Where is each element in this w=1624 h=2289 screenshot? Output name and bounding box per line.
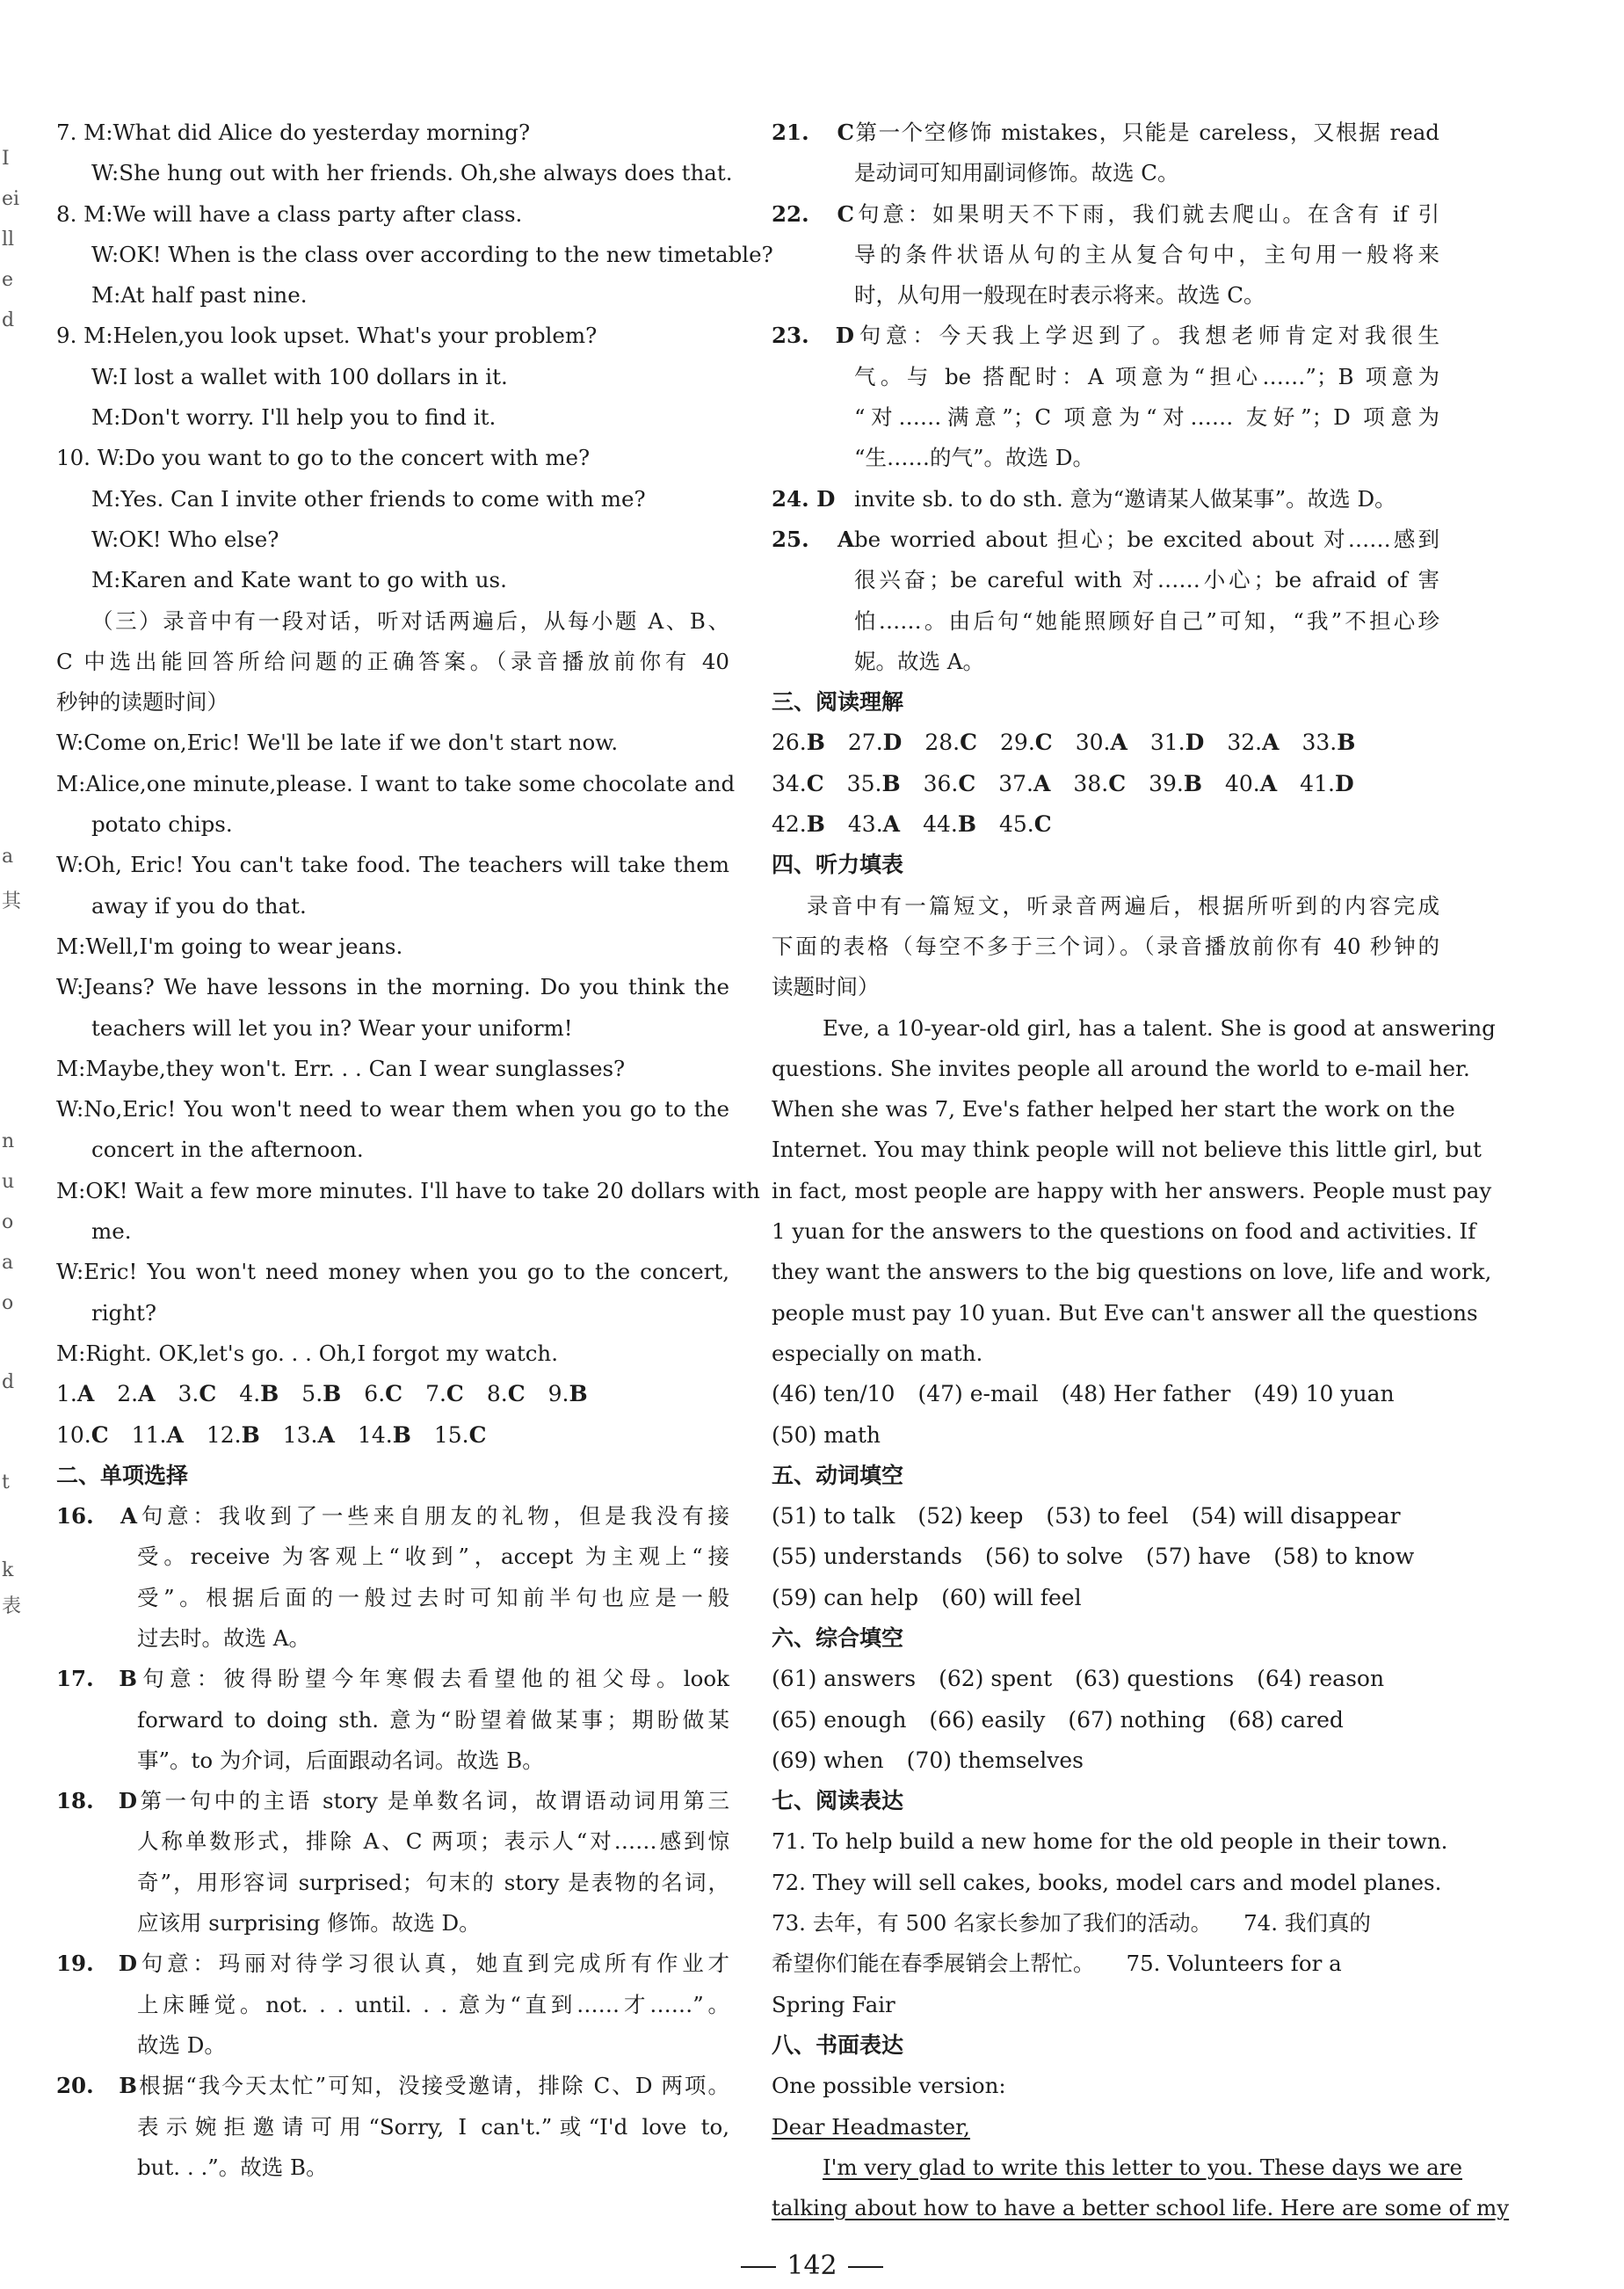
explanation-line: “生……的气”。故选 D。 xyxy=(854,445,1094,471)
dialogue-line: M:At half past nine. xyxy=(91,282,308,309)
section-title: 八、书面表达 xyxy=(772,2031,904,2058)
essay-salutation: Dear Headmaster, xyxy=(772,2113,970,2140)
answer-item: (50) math xyxy=(772,1421,881,1448)
explanation-line: but. . .”。故选 B。 xyxy=(137,2154,328,2180)
dialogue-line: M:Karen and Kate want to go with us. xyxy=(91,567,507,593)
answer-item: (62) spent xyxy=(939,1666,1053,1692)
dialogue-line: 8. M:We will have a class party after class. xyxy=(56,200,523,227)
explanation-line: 过去时。故选 A。 xyxy=(137,1624,310,1651)
question-number: 17. B xyxy=(56,1666,137,1692)
answer-item: 41.D xyxy=(1300,770,1354,796)
answer-line: 73. 去年，有 500 名家长参加了我们的活动。 74. 我们真的 xyxy=(772,1910,1371,1937)
answer-item: (51) to talk xyxy=(772,1503,895,1530)
explanation-line: 应该用 surprising 修饰。故选 D。 xyxy=(137,1910,481,1937)
answer-item: 31.D xyxy=(1149,730,1205,756)
explanation-line: “对……满意”；C 项意为“对…… 友好”；D 项意为 xyxy=(854,404,1439,431)
answer-row xyxy=(772,764,1439,804)
answer-item: 9.B xyxy=(547,1381,588,1407)
dialogue-line: W:She hung out with her friends. Oh,she always does that. xyxy=(91,160,733,186)
dialogue-line: M:Maybe,they won't. Err. . . Can I wear sunglasses? xyxy=(56,1055,626,1081)
dialogue-line: W:OK! When is the class over according to the new timetable? xyxy=(91,241,773,267)
section-instructions: 录音中有一篇短文，听录音两遍后，根据所听到的内容完成 xyxy=(807,892,1439,919)
dialogue-line: M:Well,I'm going to wear jeans. xyxy=(56,933,403,959)
explanation-line: 22. C句意：如果明天不下雨，我们就去爬山。在含有 if 引 xyxy=(772,194,1439,235)
answer-item: 43.A xyxy=(847,811,901,838)
question-number: 25. A xyxy=(772,526,854,552)
answer-item: 33.B xyxy=(1301,730,1356,756)
answer-item: 1.A xyxy=(56,1381,95,1407)
passage-line: they want the answers to the big questions on love, life and work, xyxy=(772,1259,1492,1285)
answer-line: Spring Fair xyxy=(772,1991,895,2017)
dialogue-line: M:OK! Wait a few more minutes. I'll have to take 20 dollars with xyxy=(56,1177,760,1203)
answer-item: (59) can help xyxy=(772,1584,919,1610)
dialogue-line: W:OK! Who else? xyxy=(91,526,279,552)
answer-item: 28.C xyxy=(924,730,978,756)
passage-line: When she was 7, Eve's father helped her start the work on the xyxy=(772,1096,1455,1123)
passage-line: Eve, a 10-year-old girl, has a talent. She is good at answering xyxy=(823,1014,1496,1041)
answer-item: (65) enough xyxy=(772,1706,907,1733)
answer-item: 37.A xyxy=(998,770,1051,796)
essay-line: I'm very glad to write this letter to you. These days we are xyxy=(823,2154,1462,2180)
explanation-line: 人称单数形式，排除 A、C 两项；表示人“对……感到惊 xyxy=(137,1828,729,1855)
explanation-line: 19. D句意：玛丽对待学习很认真，她直到完成所有作业才 xyxy=(56,1944,729,1984)
page-number: 142 xyxy=(0,2250,1624,2281)
answer-row xyxy=(772,723,1439,763)
answer-row xyxy=(56,1415,729,1456)
dialogue-line: M:Yes. Can I invite other friends to come with me? xyxy=(91,485,646,512)
page-number-dash xyxy=(741,2266,776,2268)
dialogue-line: W:No,Eric! You won't need to wear them when you go to the xyxy=(56,1096,729,1123)
answer-item: (66) easily xyxy=(929,1706,1046,1733)
dialogue-line: M:Don't worry. I'll help you to find it. xyxy=(91,404,497,431)
answer-item: 35.B xyxy=(846,770,901,796)
right-column xyxy=(772,113,1510,2228)
dialogue-line: W:I lost a wallet with 100 dollars in it. xyxy=(91,363,508,389)
dialogue-line: M:Alice,one minute,please. I want to take some chocolate and xyxy=(56,770,736,796)
section-instructions: 读题时间） xyxy=(772,974,880,1000)
answer-item: (48) Her father xyxy=(1061,1381,1231,1407)
section-title: 五、动词填空 xyxy=(772,1462,904,1488)
passage-line: people must pay 10 yuan. But Eve can't answer all the questions xyxy=(772,1299,1478,1326)
dialogue-line: 9. M:Helen,you look upset. What's your problem? xyxy=(56,323,598,349)
answer-item: (69) when xyxy=(772,1747,884,1773)
answer-item: 8.C xyxy=(486,1381,526,1407)
answer-item: 15.C xyxy=(433,1421,487,1448)
answer-item: (63) questions xyxy=(1075,1666,1235,1692)
explanation-line: forward to doing sth. 意为“盼望着做某事；期盼做某 xyxy=(137,1706,729,1733)
section-title: 七、阅读表达 xyxy=(772,1788,904,1814)
dialogue-line: W:Eric! You won't need money when you go to the concert, xyxy=(56,1259,729,1285)
passage-line: especially on math. xyxy=(772,1340,983,1366)
answer-item: (46) ten/10 xyxy=(772,1381,895,1407)
answer-row xyxy=(772,1415,1439,1456)
answer-item: 13.A xyxy=(282,1421,335,1448)
answer-item: 44.B xyxy=(923,811,976,838)
answer-item: 5.B xyxy=(301,1381,342,1407)
explanation-line: 20. B根据“我今天太忙”可知，没接受邀请，排除 C、D 两项。 xyxy=(56,2066,729,2106)
answer-row xyxy=(772,1578,1439,1618)
explanation-line: 气。与 be 搭配时：A 项意为“担心……”；B 项意为 xyxy=(854,363,1439,389)
answer-item: 14.B xyxy=(357,1421,411,1448)
answer-row xyxy=(772,1537,1439,1577)
section-instructions: （三）录音中有一段对话，听对话两遍后，从每小题 A、B、 xyxy=(91,607,729,634)
answer-item: (47) e-mail xyxy=(917,1381,1039,1407)
question-number: 18. D xyxy=(56,1788,137,1814)
dialogue-line: me. xyxy=(91,1218,132,1245)
answer-row xyxy=(772,804,1439,845)
explanation-line: 是动词可知用副词修饰。故选 C。 xyxy=(854,160,1179,186)
answer-item: 42.B xyxy=(772,811,825,838)
answer-item: 30.A xyxy=(1075,730,1127,756)
question-number: 19. D xyxy=(56,1951,137,1977)
explanation-line: 妮。故选 A。 xyxy=(854,648,984,674)
explanation-line: 时，从句用一般现在时表示将来。故选 C。 xyxy=(854,282,1265,309)
answer-item: 27.D xyxy=(847,730,903,756)
explanation-line: 奇”，用形容词 surprised；句末的 story 是表物的名词， xyxy=(137,1869,729,1895)
answer-item: (64) reason xyxy=(1257,1666,1385,1692)
answer-row xyxy=(772,1740,1439,1781)
section-instructions: C 中选出能回答所给问题的正确答案。（录音播放前你有 40 xyxy=(56,648,729,674)
dialogue-line: 7. M:What did Alice do yesterday morning? xyxy=(56,120,531,145)
answer-item: 12.B xyxy=(206,1421,260,1448)
explanation-line: 故选 D。 xyxy=(137,2031,226,2058)
explanation-line: 受。receive 为客观上“收到”，accept 为主观上“接 xyxy=(137,1544,729,1570)
answer-item: (60) will feel xyxy=(941,1584,1082,1610)
section-title: 三、阅读理解 xyxy=(772,689,904,716)
explanation-line: 21. C第一个空修饰 mistakes，只能是 careless，又根据 read xyxy=(772,113,1439,153)
answer-item: (54) will disappear xyxy=(1191,1503,1401,1530)
question-number: 20. B xyxy=(56,2073,137,2099)
section-title: 二、单项选择 xyxy=(56,1462,189,1488)
answer-item: 10.C xyxy=(56,1421,109,1448)
dialogue-line: 10. W:Do you want to go to the concert with me? xyxy=(56,445,591,471)
answer-item: (61) answers xyxy=(772,1666,917,1692)
answer-row xyxy=(772,1496,1439,1537)
section-title: 六、综合填空 xyxy=(772,1624,904,1651)
answer-item: (53) to feel xyxy=(1046,1503,1169,1530)
explanation-line: 表示婉拒邀请可用“Sorry, I can't.”或“I'd love to, xyxy=(137,2113,729,2140)
explanation-line: 16. A句意：我收到了一些来自朋友的礼物，但是我没有接 xyxy=(56,1496,729,1537)
answer-item: (56) to solve xyxy=(984,1544,1124,1570)
question-number: 22. C xyxy=(772,200,854,227)
question-number: 24. D xyxy=(772,485,836,512)
answer-item: 36.C xyxy=(923,770,976,796)
section-instructions: 秒钟的读题时间） xyxy=(56,689,228,716)
explanation-line: 17. B句意：彼得盼望今年寒假去看望他的祖父母。look xyxy=(56,1659,729,1699)
explanation-line: 事”。to 为介词，后面跟动名词。故选 B。 xyxy=(137,1747,544,1773)
answer-item: 29.C xyxy=(1000,730,1053,756)
essay-intro: One possible version: xyxy=(772,2073,1006,2099)
answer-row xyxy=(772,1700,1439,1740)
essay-line: talking about how to have a better school life. Here are some of my xyxy=(772,2195,1510,2221)
answer-line: 希望你们能在春季展销会上帮忙。 75. Volunteers for a xyxy=(772,1951,1342,1977)
section-instructions: 下面的表格（每空不多于三个词）。（录音播放前你有 40 秒钟的 xyxy=(772,933,1439,959)
section-title: 四、听力填表 xyxy=(772,852,904,878)
explanation-line: 18. D第一句中的主语 story 是单数名词，故谓语动词用第三 xyxy=(56,1781,729,1821)
answer-item: 11.A xyxy=(131,1421,184,1448)
passage-line: Internet. You may think people will not believe this little girl, but xyxy=(772,1137,1482,1163)
answer-item: (52) keep xyxy=(917,1503,1024,1530)
answer-item: 4.B xyxy=(239,1381,279,1407)
left-column xyxy=(56,113,773,2188)
explanation-line: 怕……。由后句“她能照顾好自己”可知，“我”不担心珍 xyxy=(854,607,1439,634)
answer-item: (58) to know xyxy=(1273,1544,1415,1570)
answer-item: (70) themselves xyxy=(906,1747,1084,1773)
page-number-dash xyxy=(848,2266,883,2268)
answer-line: 71. To help build a new home for the old people in their town. xyxy=(772,1828,1448,1855)
dialogue-line: potato chips. xyxy=(91,811,233,838)
passage-line: questions. She invites people all around the world to e-mail her. xyxy=(772,1055,1470,1081)
answer-item: 3.C xyxy=(178,1381,217,1407)
question-number: 16. A xyxy=(56,1503,137,1530)
explanation-line: 很兴奋；be careful with 对……小心；be afraid of 害 xyxy=(854,567,1439,593)
answer-item: 45.C xyxy=(998,811,1052,838)
answer-item: (67) nothing xyxy=(1068,1706,1207,1733)
explanation-line: 导的条件状语从句的主从复合句中，主句用一般将来 xyxy=(854,241,1439,267)
dialogue-line: W:Jeans? We have lessons in the morning. Do you think the xyxy=(56,974,729,1000)
answer-item: (49) 10 yuan xyxy=(1253,1381,1395,1407)
answer-item: 26.B xyxy=(772,730,825,756)
dialogue-line: teachers will let you in? Wear your uniform! xyxy=(91,1014,573,1041)
question-number: 21. C xyxy=(772,120,854,145)
dialogue-line: M:Right. OK,let's go. . . Oh,I forgot my watch. xyxy=(56,1340,558,1366)
dialogue-line: away if you do that. xyxy=(91,892,307,919)
answer-item: (55) understands xyxy=(772,1544,962,1570)
answer-item: 32.A xyxy=(1227,730,1280,756)
passage-line: in fact, most people are happy with her answers. People must pay xyxy=(772,1177,1492,1203)
dialogue-line: right? xyxy=(91,1299,156,1326)
answer-item: 39.B xyxy=(1149,770,1202,796)
question-number: 23. D xyxy=(772,323,854,349)
passage-line: 1 yuan for the answers to the questions on food and activities. If xyxy=(772,1218,1476,1245)
answer-row xyxy=(56,1374,729,1414)
answer-item: (57) have xyxy=(1146,1544,1251,1570)
explanation-line: 24. D invite sb. to do sth. 意为“邀请某人做某事”。故选 D。 xyxy=(772,479,1439,520)
answer-line: 72. They will sell cakes, books, model cars and model planes. xyxy=(772,1869,1442,1895)
answer-row xyxy=(772,1659,1439,1699)
explanation-line: 25. Abe worried about 担心；be excited about 对……感到 xyxy=(772,520,1439,560)
answer-item: (68) cared xyxy=(1229,1706,1344,1733)
answer-row xyxy=(772,1374,1439,1414)
answer-item: 7.C xyxy=(425,1381,464,1407)
explanation-line: 23. D句意：今天我上学迟到了。我想老师肯定对我很生 xyxy=(772,316,1439,356)
answer-item: 38.C xyxy=(1073,770,1127,796)
explanation-line: 上床睡觉。not. . . until. . . 意为“直到……才……”。 xyxy=(137,1991,729,2017)
dialogue-line: concert in the afternoon. xyxy=(91,1137,364,1163)
answer-item: 40.A xyxy=(1225,770,1278,796)
answer-item: 6.C xyxy=(364,1381,403,1407)
explanation-line: 受”。根据后面的一般过去时可知前半句也应是一般 xyxy=(137,1584,729,1610)
answer-item: 34.C xyxy=(772,770,824,796)
answer-item: 2.A xyxy=(117,1381,156,1407)
dialogue-line: W:Come on,Eric! We'll be late if we don't start now. xyxy=(56,730,619,756)
dialogue-line: W:Oh, Eric! You can't take food. The teachers will take them xyxy=(56,852,729,878)
